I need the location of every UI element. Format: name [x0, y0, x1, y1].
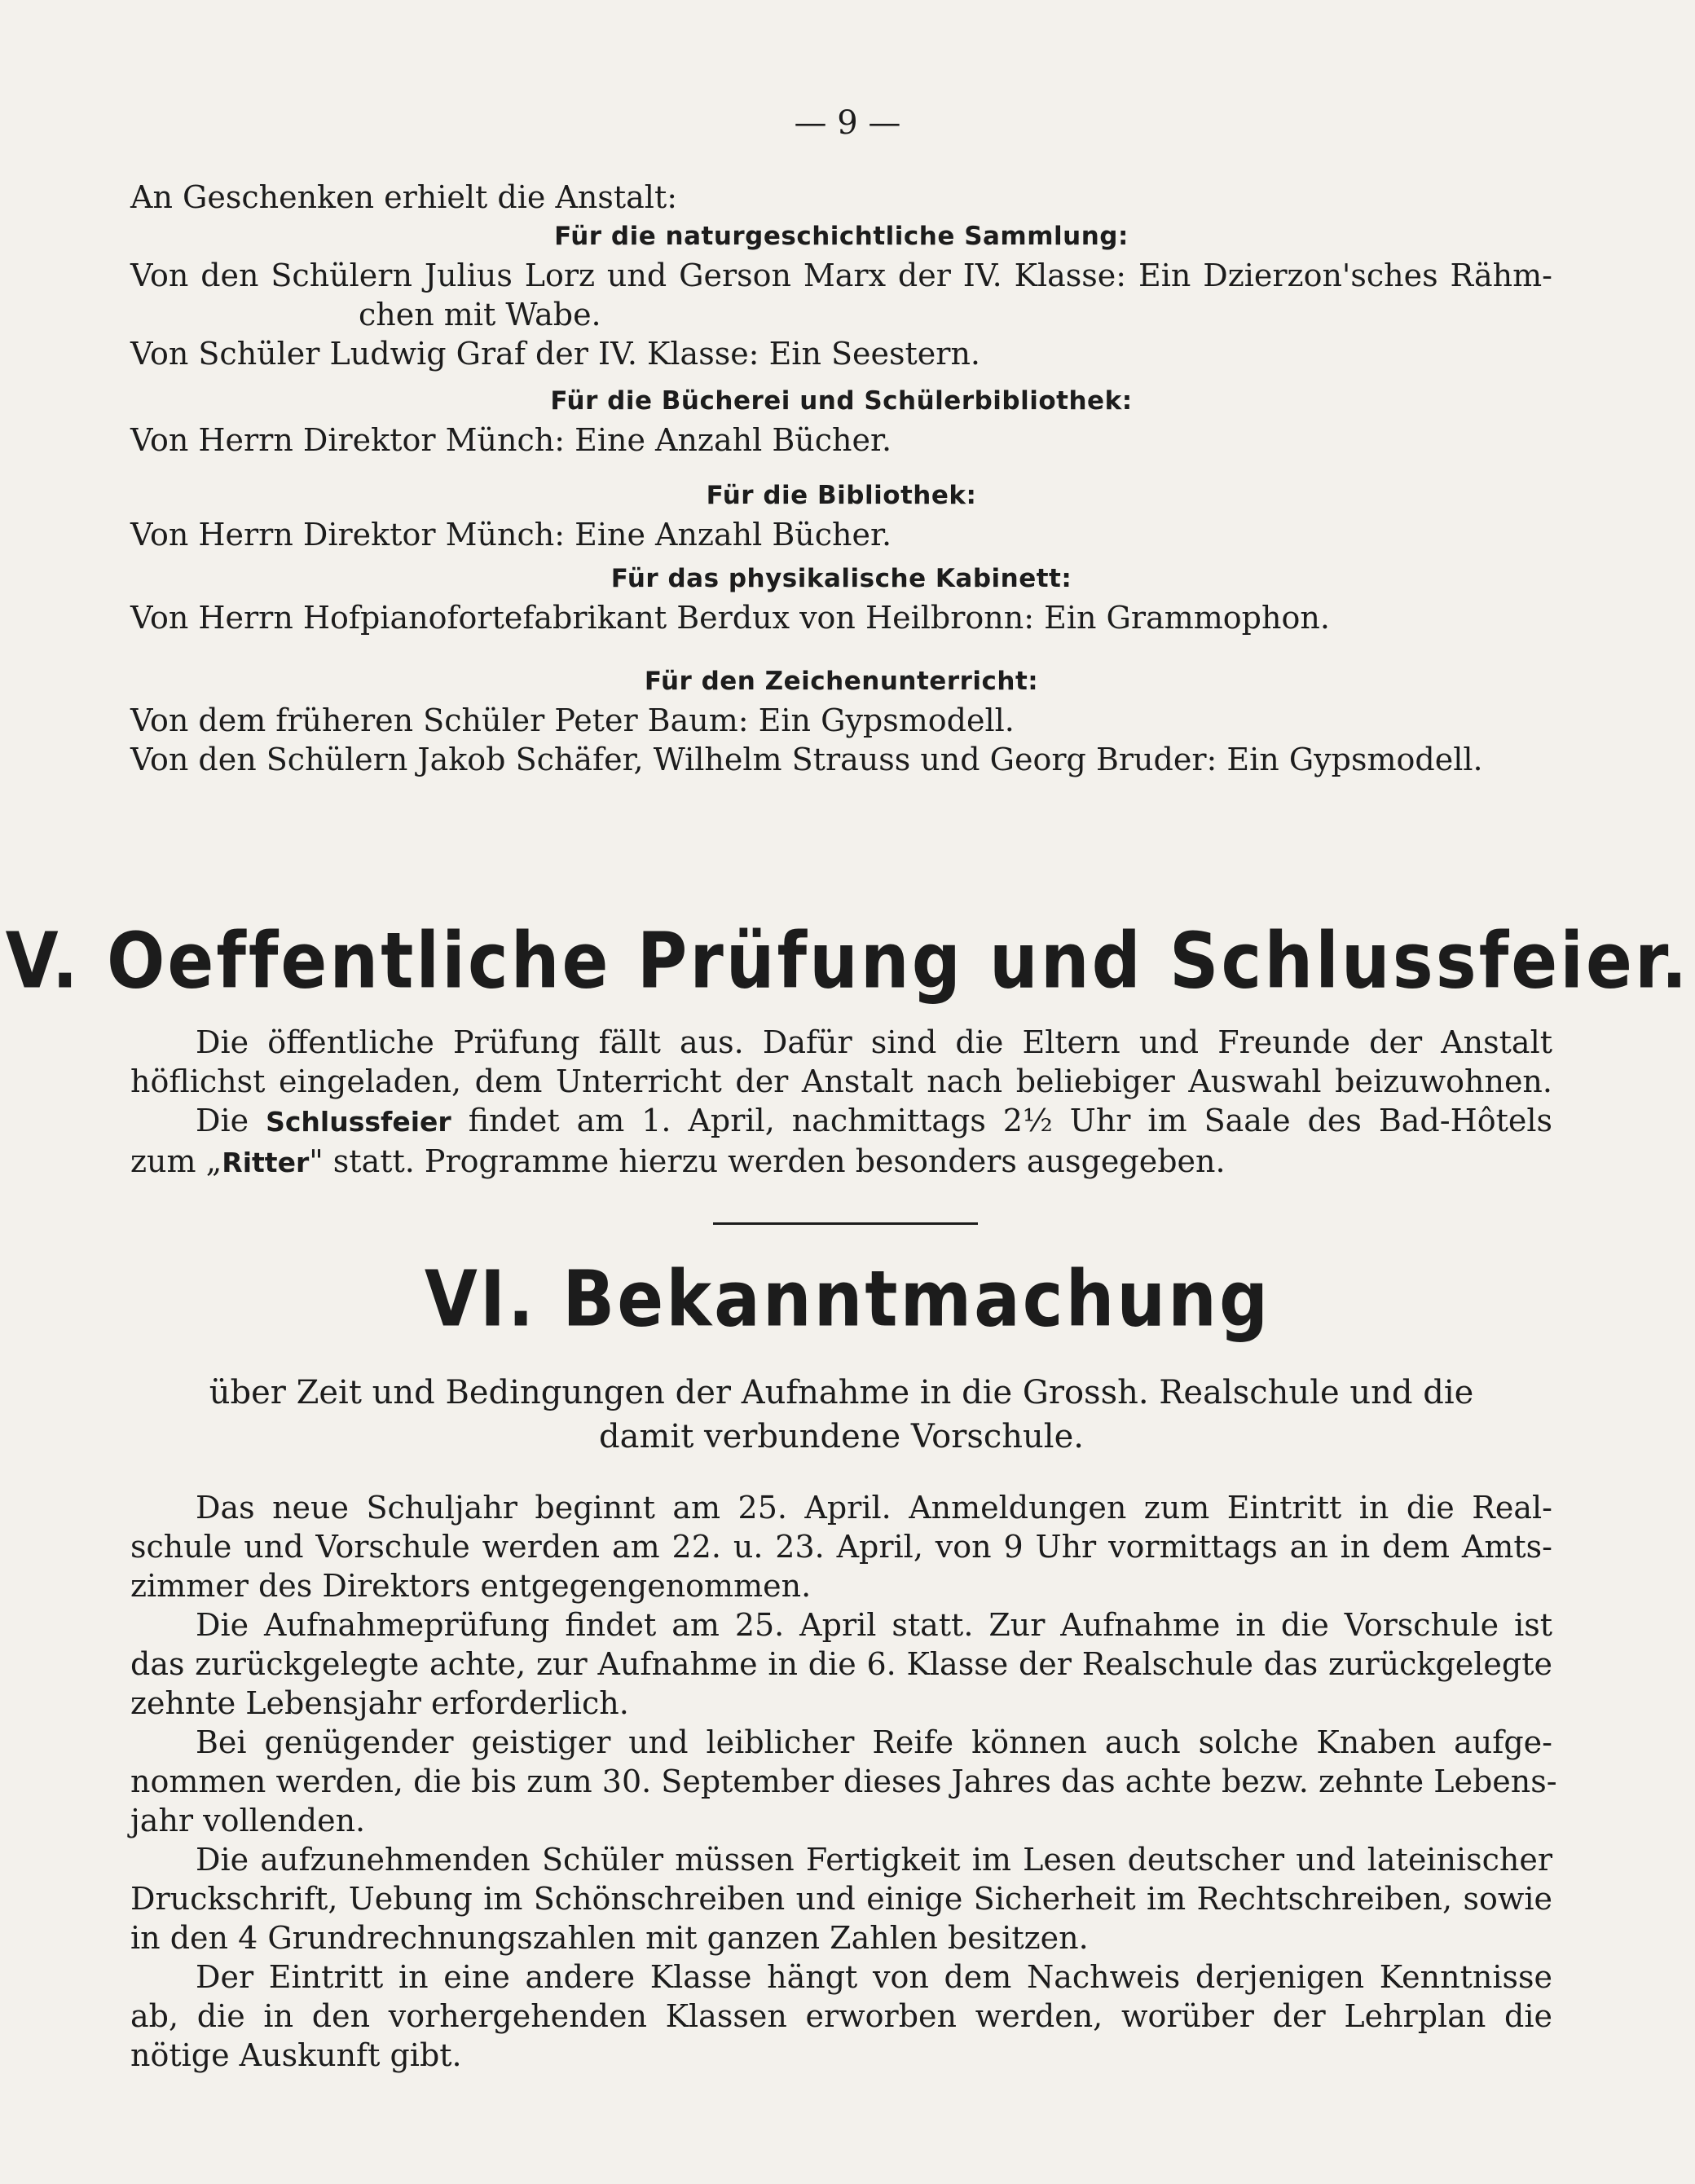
heading-natural-history: Für die naturgeschichtliche Sammlung: [554, 222, 1129, 251]
paragraph-line: Das neue Schuljahr beginnt am 25. April. Anmeldungen zum Eintritt in die Real- [196, 1490, 1552, 1526]
paragraph-line: Die aufzunehmenden Schüler müssen Fertigkeit im Lesen deutscher und lateinischer [196, 1842, 1552, 1878]
paragraph-line: Druckschrift, Uebung im Schönschreiben und einige Sicherheit im Rechtschreiben, sowie [130, 1881, 1552, 1917]
bold-term-schlussfeier: Schlussfeier [266, 1106, 451, 1138]
gift-line: Von dem früheren Schüler Peter Baum: Ein Gypsmodell. [130, 702, 1015, 738]
paragraph-line: in den 4 Grundrechnungszahlen mit ganzen Zahlen besitzen. [130, 1920, 1089, 1956]
paragraph-line: jahr vollenden. [130, 1803, 366, 1838]
gift-line: Von Schüler Ludwig Graf der IV. Klasse: Ein Seestern. [130, 336, 980, 372]
heading-drawing-class: Für den Zeichenunterricht: [644, 667, 1039, 696]
gift-line: Von Herrn Direktor Münch: Eine Anzahl Bücher. [130, 517, 892, 553]
text-fragment: Die [196, 1103, 249, 1138]
bold-term-ritter: Ritter [222, 1147, 310, 1178]
gift-line: Von Herrn Direktor Münch: Eine Anzahl Bücher. [130, 422, 892, 458]
paragraph-line: höflichst eingeladen, dem Unterricht der Anstalt nach beliebiger Auswahl beizuwohnen. [130, 1063, 1552, 1099]
subtitle-line: damit verbundene Vorschule. [599, 1418, 1084, 1455]
paragraph-line [130, 1101, 1552, 1142]
text-fragment: findet am 1. April, nachmittags 2½ Uhr im Saale des Bad-Hôtels [468, 1103, 1552, 1138]
paragraph-line: schule und Vorschule werden am 22. u. 23. April, von 9 Uhr vormittags an in dem Amts- [130, 1529, 1552, 1565]
gift-line: Von den Schülern Jakob Schäfer, Wilhelm Strauss und Georg Bruder: Ein Gypsmodell. [130, 742, 1483, 777]
gift-line: Von den Schülern Julius Lorz und Gerson Marx der IV. Klasse: Ein Dzierzon'sches Rähm- [130, 258, 1552, 293]
section-6-title: VI. Bekanntmachung [424, 1254, 1271, 1344]
paragraph-line: Der Eintritt in eine andere Klasse hängt von dem Nachweis derjenigen Kenntnisse [196, 1959, 1552, 1995]
section-6-subtitle [130, 1371, 1552, 1459]
heading-library: Für die Bibliothek: [706, 481, 977, 510]
paragraph-line: Die öffentliche Prüfung fällt aus. Dafür sind die Eltern und Freunde der Anstalt [196, 1024, 1552, 1060]
heading-physics-cabinet: Für das physikalische Kabinett: [610, 564, 1072, 593]
text-fragment: zum „ [130, 1143, 222, 1179]
gift-line: chen mit Wabe. [359, 297, 601, 332]
paragraph-line: Die Aufnahmeprüfung findet am 25. April statt. Zur Aufnahme in die Vorschule ist [196, 1607, 1552, 1643]
paragraph-line: nommen werden, die bis zum 30. September dieses Jahres das achte bezw. zehnte Lebens- [130, 1763, 1557, 1799]
paragraph-line: zimmer des Direktors entgegengenommen. [130, 1568, 812, 1604]
paragraph-line [130, 1142, 1552, 1182]
gifts-intro: An Geschenken erhielt die Anstalt: [130, 179, 678, 215]
paragraph-line: das zurückgelegte achte, zur Aufnahme in die 6. Klasse der Realschule das zurückgelegte [130, 1646, 1552, 1682]
heading-library-students: Für die Bücherei und Schülerbibliothek: [550, 386, 1133, 416]
text-fragment: " statt. Programme hierzu werden besonders ausgegeben. [309, 1143, 1226, 1179]
section-5-title: V. Oeffentliche Prüfung und Schlussfeier. [5, 916, 1690, 1006]
paragraph-line: Bei genügender geistiger und leiblicher Reife können auch solche Knaben aufge- [196, 1724, 1552, 1760]
paragraph-line: ab, die in den vorhergehenden Klassen erworben werden, worüber der Lehrplan die [130, 1998, 1552, 2034]
subtitle-line: über Zeit und Bedingungen der Aufnahme in die Grossh. Realschule und die [209, 1374, 1474, 1411]
paragraph-line: zehnte Lebensjahr erforderlich. [130, 1685, 629, 1721]
gifts-section [130, 178, 1552, 779]
paragraph-line: nötige Auskunft gibt. [130, 2037, 462, 2073]
page-number: — 9 — [794, 104, 901, 142]
section-5-body [130, 1023, 1552, 1182]
gift-line: Von Herrn Hofpianofortefabrikant Berdux von Heilbronn: Ein Grammophon. [130, 600, 1330, 636]
section-6-body [130, 1488, 1557, 2075]
divider-rule [713, 1222, 978, 1225]
